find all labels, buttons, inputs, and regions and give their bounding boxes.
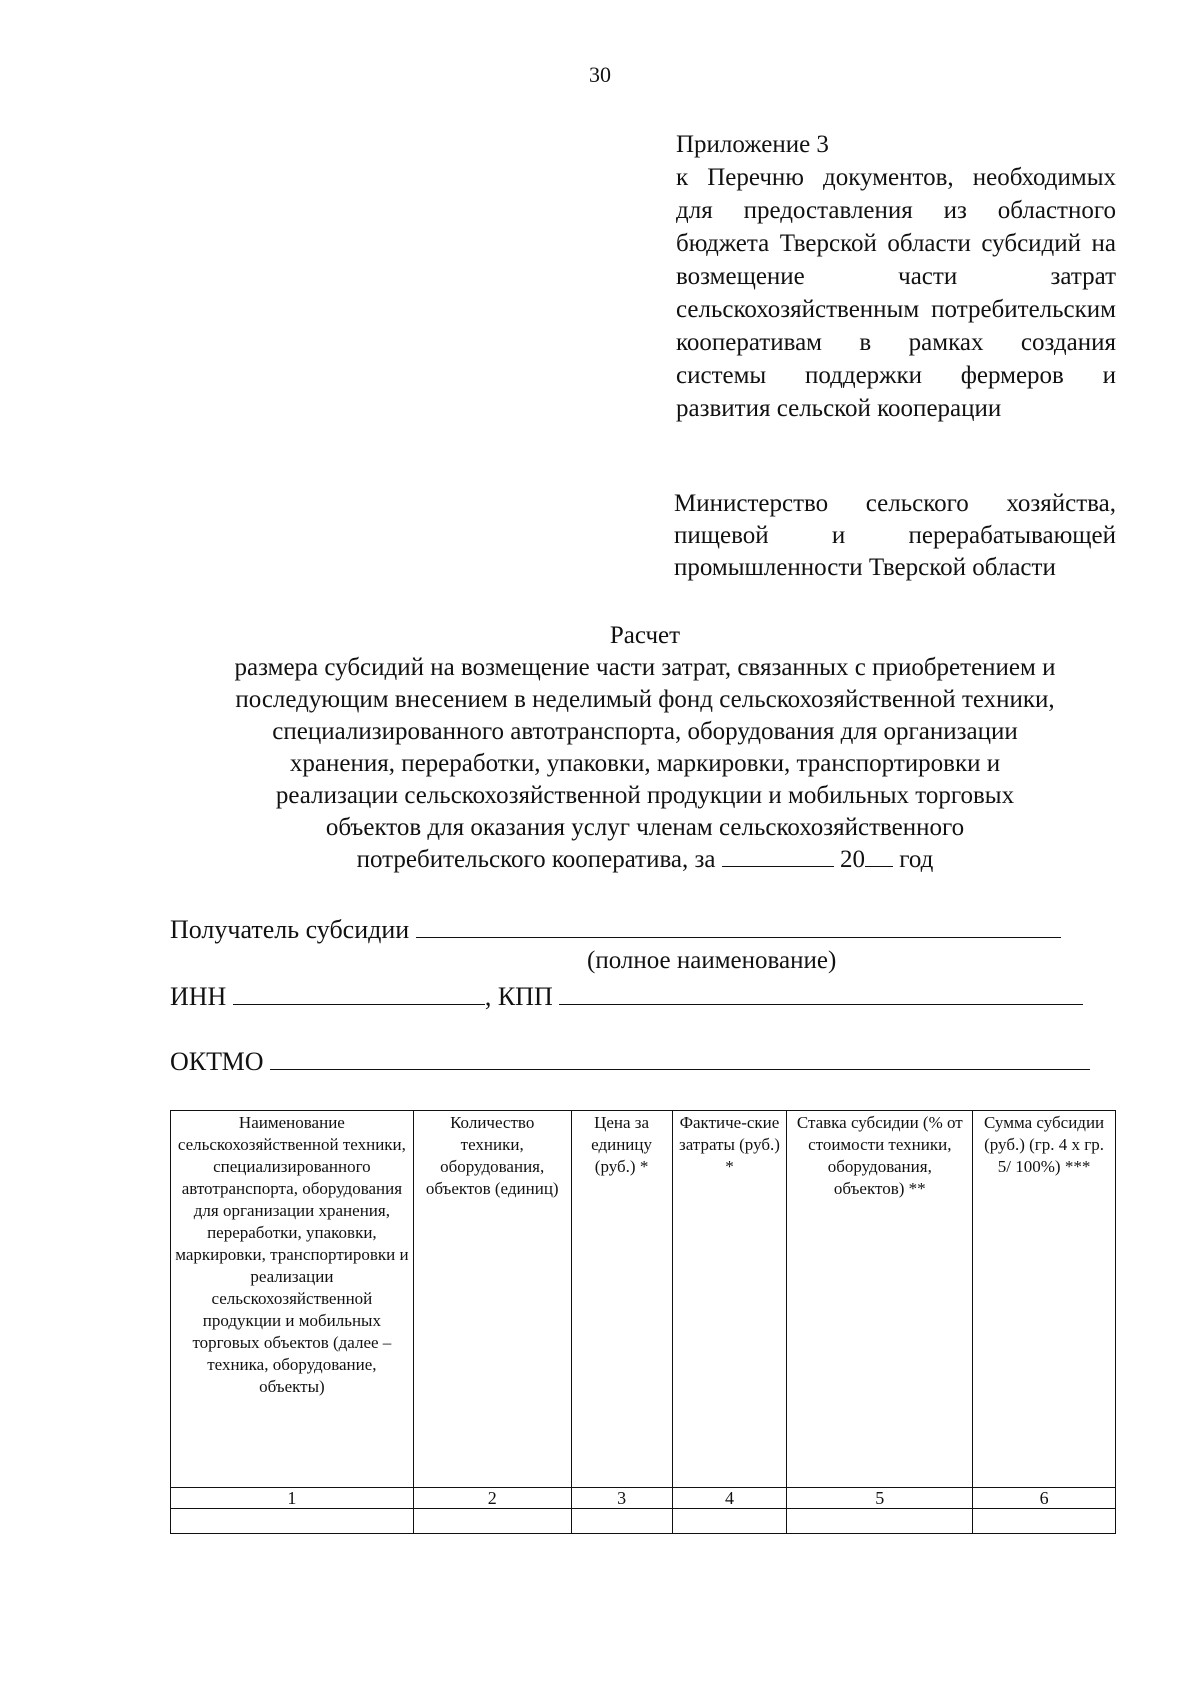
appendix-block [676,128,1116,425]
recipient-row [170,914,1061,946]
year-suffix: год [899,846,934,873]
calculation-line-4: хранения, переработки, упаковки, маркировки, транспортировки и [289,750,1001,777]
recipient-label: Получатель субсидии [170,915,410,944]
table-cell[interactable] [571,1509,672,1534]
calculation-line-1: размера субсидий на возмещение части затрат, связанных с приобретением и [234,654,1056,681]
header-equipment-name: Наименование сельскохозяйственной техники, специализированного автотранспорта, оборудования для организации хранения, переработки, упаковки, маркировки, транспортировки и реализации сельскохозяйственной продукции и мобильных торговых объектов (далее – техника, оборудование, объекты) [171,1111,414,1488]
calculation-heading: Расчет [609,622,681,649]
column-number: 5 [787,1488,973,1509]
table-cell[interactable] [171,1509,414,1534]
calculation-line-2: последующим внесением в неделимый фонд сельскохозяйственной техники, [235,686,1055,713]
calculation-line-7-text: потребительского кооператива, за [356,846,716,873]
inn-label: ИНН [170,982,227,1011]
recipient-blank[interactable] [416,915,1061,938]
appendix-title: Приложение 3 [676,131,829,158]
table-cell[interactable] [413,1509,571,1534]
header-subsidy-amount: Сумма субсидии (руб.) (гр. 4 х гр. 5/ 100%) *** [973,1111,1116,1488]
oktmo-label: ОКТМО [170,1047,264,1076]
header-actual-costs: Фактиче-ские затраты (руб.) * [672,1111,787,1488]
calculation-line-6: объектов для оказания услуг членам сельскохозяйственного [325,814,965,841]
calculation-line-3: специализированного автотранспорта, оборудования для организации [272,718,1018,745]
page-number: 30 [589,62,611,87]
ministry-addressee: Министерство сельского хозяйства, пищевой и перерабатывающей промышленности Тверской области [674,490,1116,581]
year-blank[interactable] [865,844,893,867]
kpp-blank[interactable] [559,982,1083,1005]
table-header-row [171,1111,1116,1488]
table-cell[interactable] [973,1509,1116,1534]
header-quantity: Количество техники, оборудования, объектов (единиц) [413,1111,571,1488]
oktmo-blank[interactable] [270,1047,1090,1070]
inn-kpp-row [170,981,1083,1013]
appendix-text: к Перечню документов, необходимых для предоставления из областного бюджета Тверской области субсидий на возмещение части затрат сельскохозяйственным потребительским кооперативам в рамках создания системы поддержки фермеров и развития сельской кооперации [676,164,1116,422]
subsidy-calculation-table [170,1110,1116,1534]
table-row [171,1509,1116,1534]
column-number-row [171,1488,1116,1509]
header-subsidy-rate: Ставка субсидии (% от стоимости техники, оборудования, объектов) ** [787,1111,973,1488]
table-cell[interactable] [787,1509,973,1534]
oktmo-row [170,1046,1090,1078]
kpp-label: , КПП [484,982,553,1011]
period-blank[interactable] [722,844,834,867]
column-number: 2 [413,1488,571,1509]
header-unit-price: Цена за единицу (руб.) * [571,1111,672,1488]
column-number: 3 [571,1488,672,1509]
inn-blank[interactable] [233,982,485,1005]
recipient-caption: (полное наименование) [587,947,837,974]
column-number: 6 [973,1488,1116,1509]
table-cell[interactable] [672,1509,787,1534]
year-prefix: 20 [839,846,865,873]
column-number: 4 [672,1488,787,1509]
calculation-line-5: реализации сельскохозяйственной продукции и мобильных торговых [275,782,1015,809]
column-number: 1 [171,1488,414,1509]
calculation-title-block [150,620,1140,876]
calculation-line-7 [150,844,1140,876]
